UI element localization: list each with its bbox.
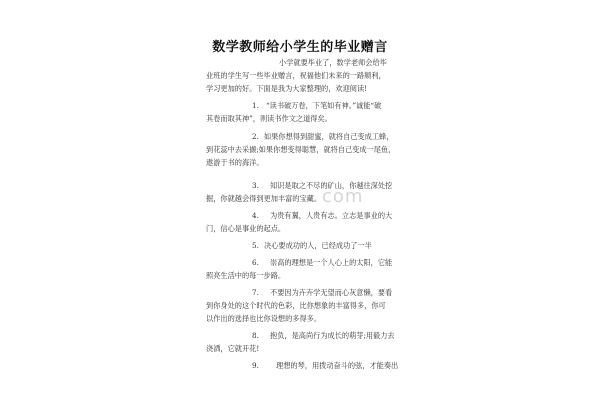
list-item-text: 门，信心是事业的起点。: [206, 224, 286, 233]
list-item-number: 6.: [252, 258, 259, 267]
list-item-number: 5.: [252, 241, 259, 250]
list-item-number: 2.: [252, 132, 259, 141]
list-item-number: 1.: [252, 101, 259, 110]
list-item-number: 4.: [252, 211, 259, 220]
list-item-text: 以作出的选择也比你设想的多得多。: [206, 314, 322, 323]
intro-line: 业班的学生写一些毕业赠言，祝福他们未来的一路顺利，: [206, 71, 386, 80]
list-item-number: 7.: [252, 288, 259, 297]
watermark: com: [322, 186, 364, 207]
list-item-number: 8.: [252, 331, 259, 340]
intro-line: 小学就要毕业了，数学老师会给毕: [279, 58, 387, 67]
list-item-text: 遨游于书的海洋。: [206, 158, 264, 167]
list-item-text: 如果你想得到甜蜜，就将自己变成工蜂，: [264, 132, 394, 141]
document-title: 数学教师给小学生的毕业赠言: [212, 40, 388, 55]
list-item-text: 抱负，是高尚行为成长的萌芽;用毅力去: [270, 331, 395, 340]
list-item-text: 掘，你就越会得到更加丰富的宝藏。: [206, 194, 322, 203]
list-item-text: 崇高的理想是一个人心上的太阳，它能: [270, 258, 393, 267]
list-item-text: 到你身处的这个时代的色彩，比你想象的丰富得多，你可: [206, 301, 386, 310]
intro-line: 学习更加的好。下面是我为大家整理的，欢迎阅读!: [206, 84, 368, 93]
list-item-text: 到花蕊中去采撷;如果你想变得聪慧，就将自己变成一尾鱼，: [206, 145, 396, 154]
list-item-text: 照亮生活中的每一步路。: [206, 271, 286, 280]
list-item-text: 决心要成功的人，已经成功了一半: [264, 241, 372, 250]
list-item-text: 理想的琴，用拨动奋斗的弦，才能奏出: [276, 361, 399, 370]
list-item-text: 不要因为卉卉学无望而心灰意懒，要看: [270, 288, 393, 297]
list-item-text: 为贵有翼，人贵有志。立志是事业的大: [270, 211, 393, 220]
list-item-number: 9.: [252, 361, 259, 370]
list-item-number: 3.: [252, 181, 259, 190]
list-item-text: 知识是取之不尽的矿山，你越往深处挖: [270, 181, 393, 190]
list-item-text: 其卷而取其神”，则读书作文之道得矣。: [206, 114, 332, 123]
list-item-text: “读书破万卷，下笔如有神。”诚能“破: [266, 101, 382, 110]
list-item-text: 浇洒，它就开花!: [206, 344, 260, 353]
